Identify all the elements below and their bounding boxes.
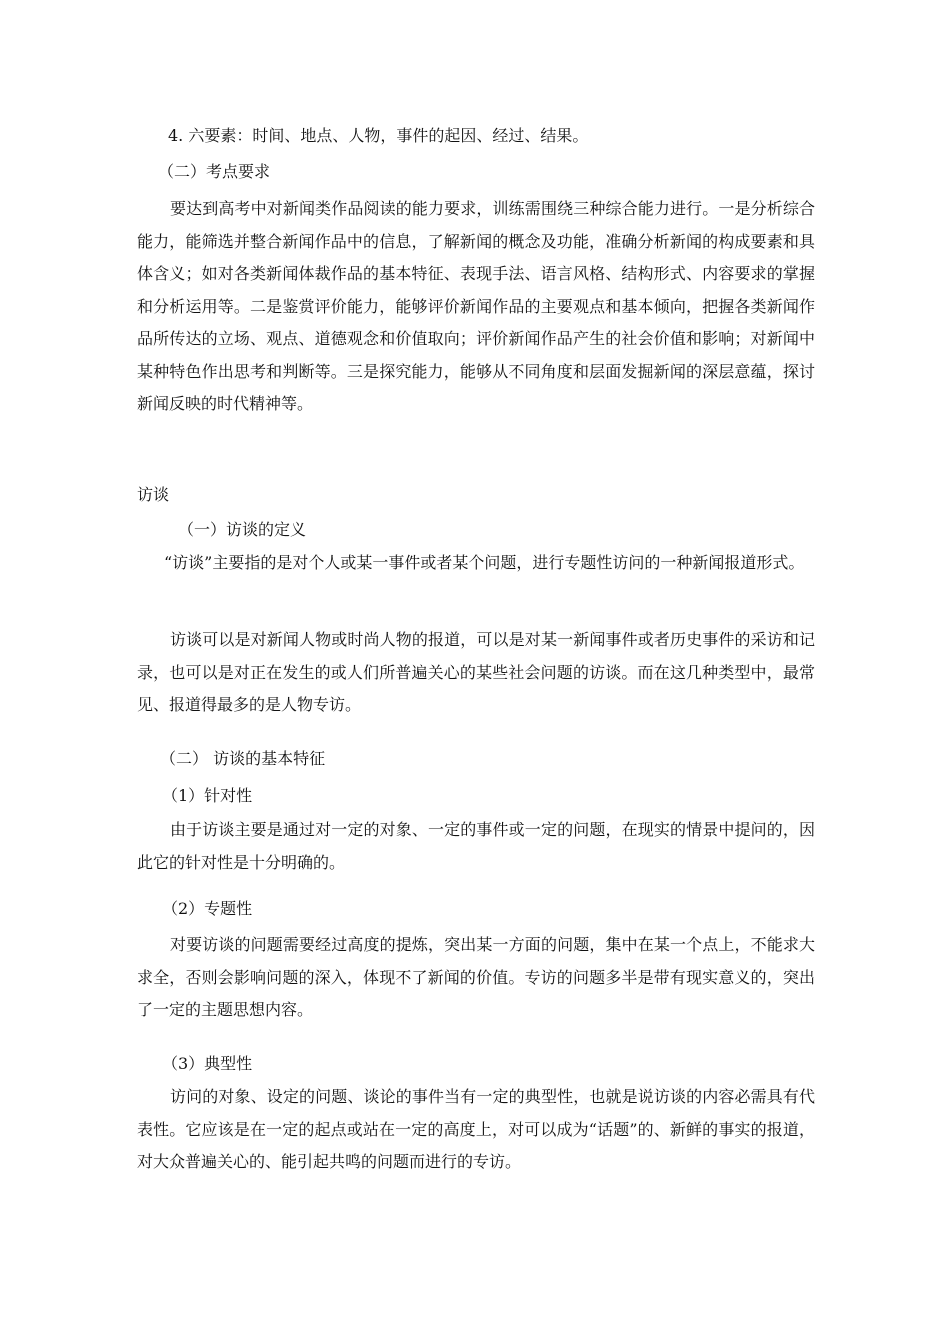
paragraph-feature-thematic: 对要访谈的问题需要经过高度的提炼，突出某一方面的问题，集中在某一个点上，不能求大求全，否则会影响问题的深入，体现不了新闻的价值。专访的问题多半是带有现实意义的，突出了一定的主题思想内容。 <box>137 935 815 1019</box>
paragraph-requirements: 要达到高考中对新闻类作品阅读的能力要求，训练需围绕三种综合能力进行。一是分析综合能力，能筛选并整合新闻作品中的信息，了解新闻的概念及功能，准确分析新闻的构成要素和具体含义；如对各类新闻体裁作品的基本特征、表现手法、语言风格、结构形式、内容要求的掌握和分析运用等。二是鉴赏评价能力，能够评价新闻作品的主要观点和基本倾向，把握各类新闻作品所传达的立场、观点、道德观念和价值取向；评价新闻作品产生的社会价值和影响；对新闻中某种特色作出思考和判断等。三是探究能力，能够从不同角度和层面发掘新闻的深层意蕴，探讨新闻反映的时代精神等。 <box>137 199 815 413</box>
subheading-feature-typical: （3）典型性 <box>162 1054 253 1073</box>
paragraph-interview-scope: 访谈可以是对新闻人物或时尚人物的报道，可以是对某一新闻事件或者历史事件的采访和记录，也可以是对正在发生的或人们所普遍关心的某些社会问题的访谈。而在这几种类型中，最常见、报道得最多的是人物专访。 <box>137 630 815 714</box>
paragraph-definition: “访谈”主要指的是对个人或某一事件或者某个问题，进行专题性访问的一种新闻报道形式。 <box>164 553 805 572</box>
section-heading-requirements: （二）考点要求 <box>158 162 271 181</box>
subheading-feature-targeted: （1）针对性 <box>162 786 253 805</box>
subheading-basic-features: （二） 访谈的基本特征 <box>160 749 326 768</box>
subheading-interview-definition: （一）访谈的定义 <box>178 520 307 539</box>
item-six-elements: 4. 六要素：时间、地点、人物，事件的起因、经过、结果。 <box>168 126 589 145</box>
subheading-feature-thematic: （2）专题性 <box>162 899 253 918</box>
section-title-interview: 访谈 <box>137 485 170 504</box>
paragraph-feature-targeted: 由于访谈主要是通过对一定的对象、一定的事件或一定的问题，在现实的情景中提问的，因此它的针对性是十分明确的。 <box>137 820 815 872</box>
paragraph-feature-typical: 访问的对象、设定的问题、谈论的事件当有一定的典型性，也就是说访谈的内容必需具有代表性。它应该是在一定的起点或站在一定的高度上，对可以成为“话题”的、新鲜的事实的报道，对大众普遍关心的、能引起共鸣的问题而进行的专访。 <box>137 1087 815 1171</box>
